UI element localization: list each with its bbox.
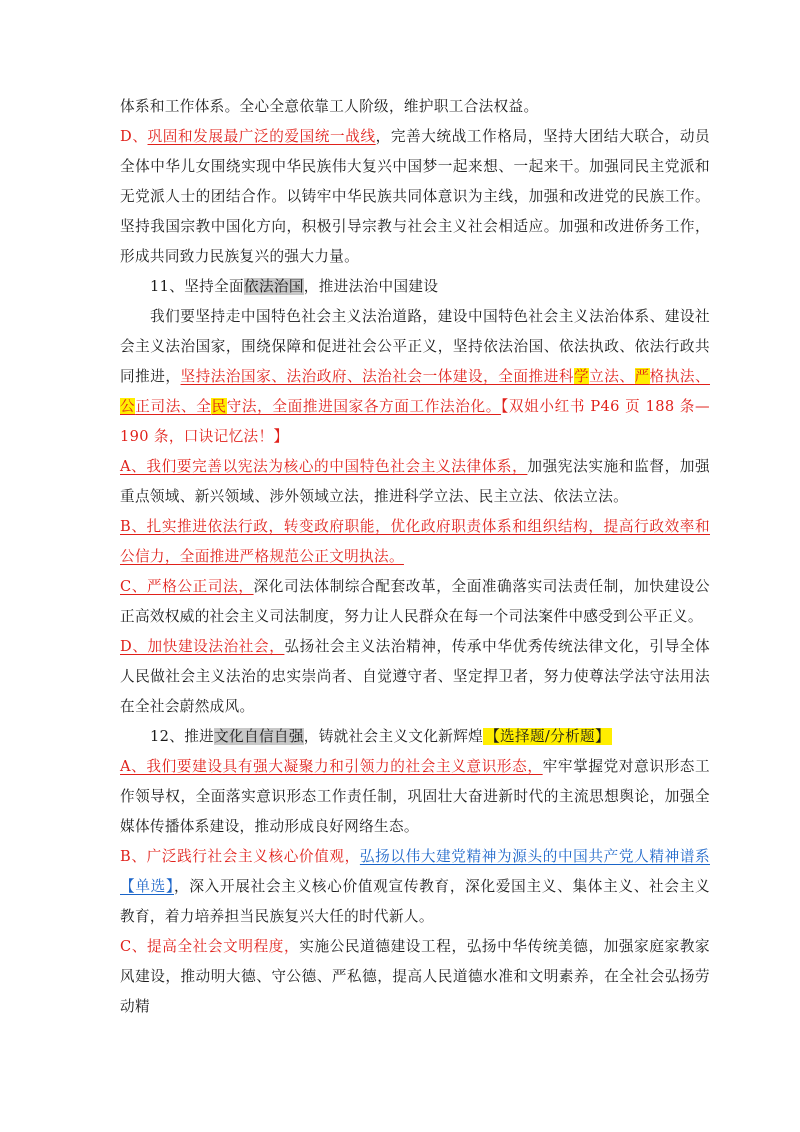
paragraph-11-d	[120, 632, 710, 722]
item-body: ，深入开展社会主义核心价值观宣传教育，深化爱国主义、集体主义、社会主义教育，着力培养担当民族复兴大任的时代新人。	[120, 878, 710, 925]
heading-text: ，推进法治中国建设	[303, 278, 439, 295]
paragraph-11-body	[120, 302, 710, 452]
item-body: ，完善大统战工作格局，坚持大团结大联合，动员全体中华儿女围绕实现中华民族伟大复兴中国梦一起来想、一起来干。加强同民主党派和无党派人士的团结合作。以铸牢中华民族共同体意识为主线，加强和改进党的民族工作。坚持我国宗教中国化方向，积极引导宗教与社会主义社会相适应。加强和改进侨务工作，形成共同致力民族复兴的强大力量。	[120, 128, 710, 265]
mnemonic-char: 民	[211, 398, 227, 415]
paragraph-12-c	[120, 932, 710, 1022]
item-body: 深化司法体制综合配套改革，全面准确落实司法责任制，加快建设公正高效权威的社会主义司法制度，努力让人民群众在每一个司法案件中感受到公平正义。	[120, 578, 710, 625]
item-title: D、加快建设法治社会，	[120, 638, 285, 655]
heading-text: ，铸就社会主义文化新辉煌	[303, 728, 484, 745]
single-choice-tag: 【单选】	[120, 878, 174, 895]
reference-note: 【双姐小红书 P46 页 188 条—190 条，口诀记忆法！】	[120, 398, 710, 445]
paragraph-11-c	[120, 572, 710, 632]
item-title: C、提高全社会文明程度，	[120, 938, 300, 955]
item-body: 实施公民道德建设工程，弘扬中华传统美德，加强家庭家教家风建设，推动明大德、守公德、严私德，提高人民道德水准和文明素养，在全社会弘扬劳动精	[120, 938, 710, 1015]
key-phrase-blue: 弘扬以伟大建党精神为源头的中国共产党人精神谱系	[359, 848, 710, 865]
item-title: 巩固和发展最广泛的爱国统一战线	[147, 128, 376, 145]
key-phrase: 守法，全面推进国家各方面工作法治化。	[226, 398, 501, 415]
question-type-tag: 【选择题/分析题】	[485, 728, 610, 745]
heading-highlight: 文化自信自强	[214, 728, 304, 745]
key-phrase: 坚持法治国家、法治政府、法治社会一体建设，全面推进科	[180, 368, 574, 385]
heading-11	[120, 272, 710, 302]
item-title: A、我们要完善以宪法为核心的中国特色社会主义法律体系，	[120, 458, 528, 475]
paragraph-11-b	[120, 512, 710, 572]
key-phrase: 正司法、全	[135, 398, 212, 415]
item-body: 弘扬社会主义法治精神，传承中华优秀传统法律文化，引导全体人民做社会主义法治的忠实崇尚者、自觉遵守者、坚定捍卫者，努力使尊法学法守法用法在全社会蔚然成风。	[120, 638, 710, 715]
heading-12	[120, 722, 710, 752]
body-text: 我们要坚持走中国特色社会主义法治道路，建设中国特色社会主义法治体系、建设社会主义法治国家，围绕保障和促进社会公平正义，坚持依法治国、依法执政、依法行政共同推进，	[120, 308, 710, 385]
item-title: B、扎实推进依法行政，转变政府职能，优化政府职责体系和组织结构，提高行政效率和公信力，全面推进严格规范公正文明执法。	[120, 518, 710, 565]
item-body: 加强宪法实施和监督，加强重点领域、新兴领域、涉外领域立法，推进科学立法、民主立法、依法立法。	[120, 458, 710, 505]
paragraph-d-united-front	[120, 122, 710, 272]
item-title: C、严格公正司法，	[120, 578, 254, 595]
paragraph-12-b	[120, 842, 710, 932]
key-phrase: 格执法、	[649, 368, 710, 385]
mnemonic-char: 学	[573, 368, 590, 385]
paragraph-11-a	[120, 452, 710, 512]
paragraph-12-a	[120, 752, 710, 842]
mnemonic-char: 严	[634, 368, 650, 385]
mnemonic-char: 公	[120, 398, 136, 415]
heading-highlight: 依法治国	[244, 278, 304, 295]
item-body: 牢牢掌握党对意识形态工作领导权，全面落实意识形态工作责任制，巩固壮大奋进新时代的主流思想舆论，加强全媒体传播体系建设，推动形成良好网络生态。	[120, 758, 710, 835]
paragraph-continuation: 体系和工作体系。全心全意依靠工人阶级，维护职工合法权益。	[120, 98, 539, 115]
item-title: B、广泛践行社会主义核心价值观，	[120, 848, 360, 865]
item-prefix: D、	[120, 128, 148, 145]
heading-text: 12、推进	[150, 728, 215, 745]
heading-text: 11、坚持全面	[150, 278, 244, 295]
item-title: A、我们要建设具有强大凝聚力和引领力的社会主义意识形态，	[120, 758, 543, 775]
key-phrase: 立法、	[589, 368, 635, 385]
